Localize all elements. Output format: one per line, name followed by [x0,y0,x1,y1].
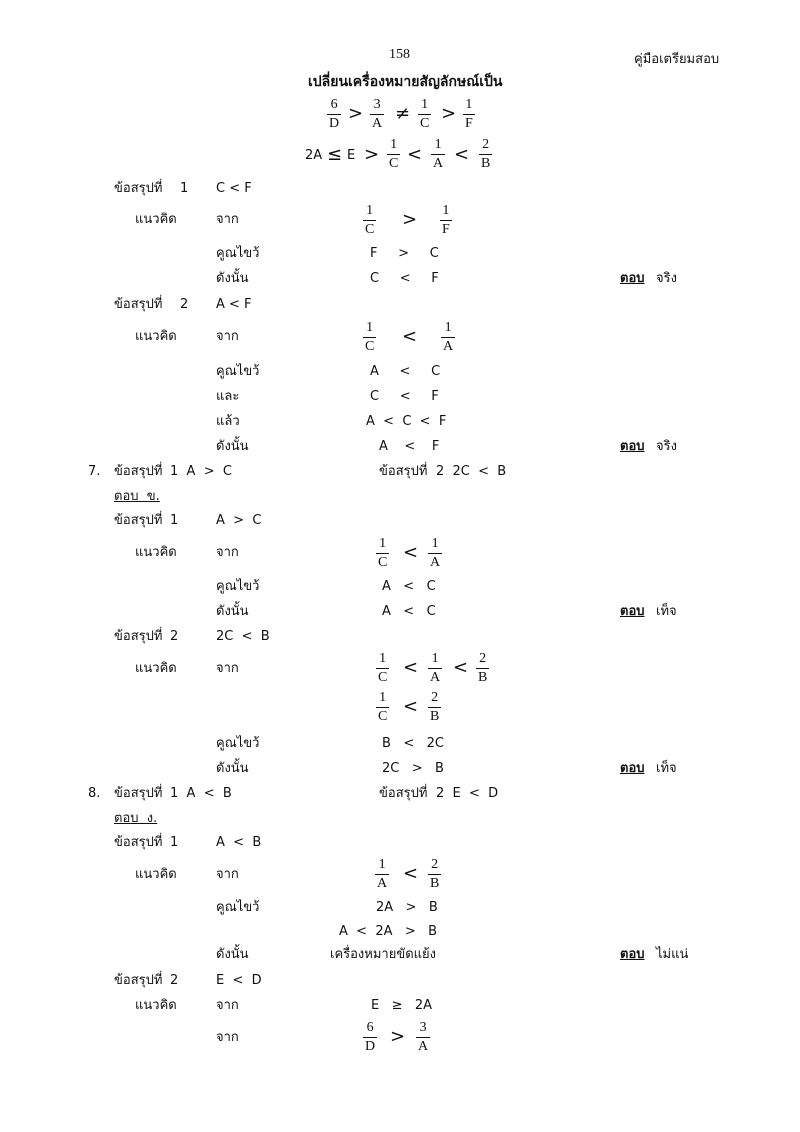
from-label: จาก [216,212,239,227]
question-number: 7. [88,464,101,479]
conclusion-statement: 2C < B [216,629,270,644]
operator: < [403,696,419,717]
step-expression: E ≥ 2A [371,998,433,1013]
conclusion-number: 2 [170,973,179,988]
fraction: 1 C [389,137,399,171]
step-expression: B < 2C [382,736,444,751]
fraction: 1 C [378,536,388,570]
operator: ≠ [395,103,411,124]
operator: < [454,144,470,165]
conclusion-statement: 2 2C < B [436,464,507,479]
from-label: จาก [216,867,239,882]
section-heading: เปลี่ยนเครื่องหมายสัญลักษณ์เป็น [308,74,503,90]
conclusion-statement: 1 A > C [170,464,232,479]
conclusion-label: ข้อสรุปที่ [114,973,163,988]
answer-value: จริง [656,271,677,286]
fraction: 1 C [365,203,375,237]
operator: < [403,863,419,884]
conclusion-number: 2 [170,629,179,644]
from-label: จาก [216,329,239,344]
cross-multiply-label: คูณไขว้ [216,246,260,261]
question-answer: ตอบ ง. [114,811,158,826]
conclusion-number: 1 [170,513,179,528]
step-expression: C < F [370,271,439,286]
conclusion-label: ข้อสรุปที่ [114,181,163,196]
conclusion-statement: A < F [216,297,252,312]
answer-label: ตอบ [620,761,645,776]
answer-value: เท็จ [656,604,677,619]
step-expression: A < C [382,579,436,594]
from-label: จาก [216,545,239,560]
conclusion-statement: 2 E < D [436,786,499,801]
conclusion-label: ข้อสรุปที่ [114,835,163,850]
fraction: 1 C [378,690,388,724]
therefore-label: ดังนั้น [216,271,249,286]
conclusion-label: ข้อสรุปที่ [114,629,163,644]
idea-label: แนวคิด [135,212,177,227]
idea-label: แนวคิด [135,867,177,882]
answer-value: จริง [656,439,677,454]
answer-label: ตอบ [620,604,645,619]
therefore-label: ดังนั้น [216,439,249,454]
fraction: 3 A [372,97,383,131]
cross-multiply-label: คูณไขว้ [216,364,260,379]
fraction: 2 B [430,857,440,891]
step-expression: C < F [370,389,439,404]
operator: > [441,103,457,124]
idea-label: แนวคิด [135,329,177,344]
from-label: จาก [216,1030,239,1045]
conclusion-number: 1 [180,181,189,196]
conclusion-label: ข้อสรุปที่ [114,464,163,479]
fraction: 2 B [481,137,491,171]
conclusion-number: 2 [180,297,189,312]
operator: > [348,103,364,124]
answer-label: ตอบ [620,947,645,962]
then-label: แล้ว [216,414,240,429]
fraction: 1 C [420,97,430,131]
fraction: 1 C [365,320,375,354]
step-expression: A < C [382,604,436,619]
conclusion-label: ข้อสรุปที่ [114,786,163,801]
and-label: และ [216,389,240,404]
conclusion-label: ข้อสรุปที่ [114,297,163,312]
therefore-label: ดังนั้น [216,761,249,776]
fraction: 2 B [430,690,440,724]
conclusion-statement: A < B [216,835,262,850]
conclusion-statement: E < D [216,973,262,988]
idea-label: แนวคิด [135,998,177,1013]
conclusion-statement: A > C [216,513,262,528]
answer-value: ไม่แน่ [656,947,689,962]
question-number: 8. [88,786,101,801]
fraction: 1 A [433,137,444,171]
step-expression: A < C [370,364,441,379]
step-expression: F > C [370,246,439,261]
fraction: 1 F [465,97,473,131]
operator: < [403,542,419,563]
fraction: 6 D [329,97,340,131]
step-expression: A < F [379,439,440,454]
fraction: 6 D [365,1020,376,1054]
step-expression: 2C > B [382,761,444,776]
fraction: 1 A [377,857,388,891]
term: E [347,148,356,163]
cross-multiply-label: คูณไขว้ [216,900,260,915]
answer-value: เท็จ [656,761,677,776]
fraction: 1 A [430,536,441,570]
term: 2A [305,148,323,163]
from-label: จาก [216,998,239,1013]
operator: > [390,1026,406,1047]
cross-multiply-label: คูณไขว้ [216,736,260,751]
operator: > [402,209,418,230]
book-title: คู่มือเตรียมสอบ [634,52,720,67]
operator: < [403,657,419,678]
operator: > [364,144,380,165]
conclusion-label: ข้อสรุปที่ [379,786,428,801]
operator: < [407,144,423,165]
step-expression: A < 2A > B [339,924,438,939]
idea-label: แนวคิด [135,661,177,676]
answer-label: ตอบ [620,271,645,286]
conclusion-statement: 1 A < B [170,786,232,801]
operator: < [402,326,418,347]
fraction: 2 B [478,651,488,685]
operator: < [453,657,469,678]
answer-label: ตอบ [620,439,645,454]
operator: ≤ [327,144,343,165]
conclusion-label: ข้อสรุปที่ [114,513,163,528]
step-expression: A < C < F [366,414,447,429]
question-answer: ตอบ ข. [114,489,160,504]
fraction: 1 C [378,651,388,685]
contradiction-note: เครื่องหมายขัดแย้ง [330,947,437,962]
conclusion-number: 1 [170,835,179,850]
page-number: 158 [389,47,410,62]
conclusion-statement: C < F [216,181,252,196]
therefore-label: ดังนั้น [216,604,249,619]
therefore-label: ดังนั้น [216,947,249,962]
step-expression: 2A > B [376,900,438,915]
fraction: 1 A [430,651,441,685]
fraction: 3 A [418,1020,429,1054]
conclusion-label: ข้อสรุปที่ [379,464,428,479]
idea-label: แนวคิด [135,545,177,560]
from-label: จาก [216,661,239,676]
fraction: 1 A [443,320,454,354]
fraction: 1 F [442,203,450,237]
cross-multiply-label: คูณไขว้ [216,579,260,594]
